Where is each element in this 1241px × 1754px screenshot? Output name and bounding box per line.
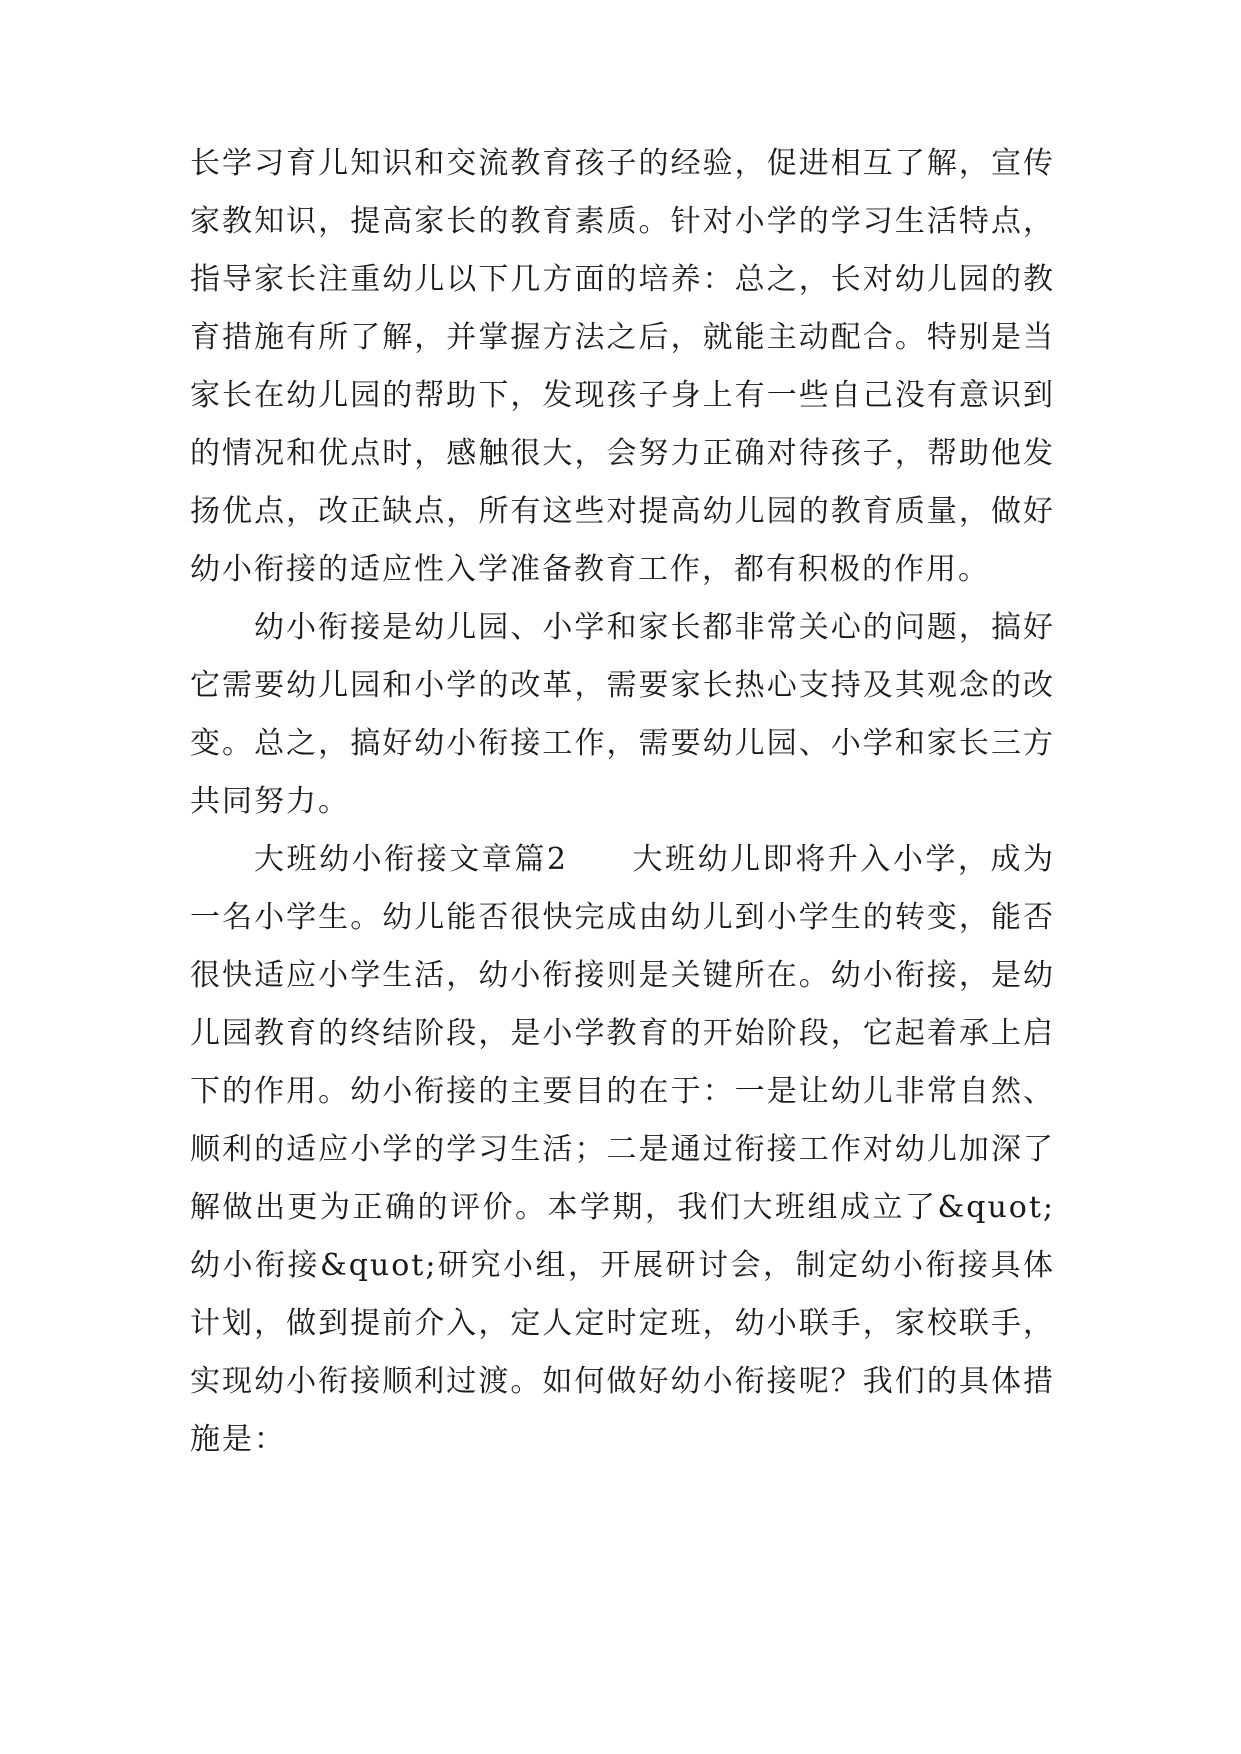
document-body xyxy=(190,135,1055,1469)
article-title: 大班幼小衔接文章篇2 xyxy=(254,842,568,877)
paragraph-article-2 xyxy=(190,831,1055,1469)
paragraph-cooperation: 幼小衔接是幼儿园、小学和家长都非常关心的问题，搞好它需要幼儿园和小学的改革，需要家长热心支持及其观念的改变。总之，搞好幼小衔接工作，需要幼儿园、小学和家长三方共同努力。 xyxy=(190,610,1055,819)
paragraph-continued: 长学习育儿知识和交流教育孩子的经验，促进相互了解，宣传家教知识，提高家长的教育素质。针对小学的学习生活特点，指导家长注重幼儿以下几方面的培养：总之，长对幼儿园的教育措施有所了解，并掌握方法之后，就能主动配合。特别是当家长在幼儿园的帮助下，发现孩子身上有一些自己没有意识到的情况和优点时，感触很大，会努力正确对待孩子，帮助他发扬优点，改正缺点，所有这些对提高幼儿园的教育质量，做好幼小衔接的适应性入学准备教育工作，都有积极的作用。 xyxy=(190,146,1055,587)
article-body: 大班幼儿即将升入小学，成为一名小学生。幼儿能否很快完成由幼儿到小学生的转变，能否很快适应小学生活，幼小衔接则是关键所在。幼小衔接，是幼儿园教育的终结阶段，是小学教育的开始阶段，它起着承上启下的作用。幼小衔接的主要目的在于：一是让幼儿非常自然、顺利的适应小学的学习生活；二是通过衔接工作对幼儿加深了解做出更为正确的评价。本学期，我们大班组成立了&quot;幼小衔接&quot;研究小组，开展研讨会，制定幼小衔接具体计划，做到提前介入，定人定时定班，幼小联手，家校联手，实现幼小衔接顺利过渡。如何做好幼小衔接呢？我们的具体措施是： xyxy=(190,842,1056,1457)
